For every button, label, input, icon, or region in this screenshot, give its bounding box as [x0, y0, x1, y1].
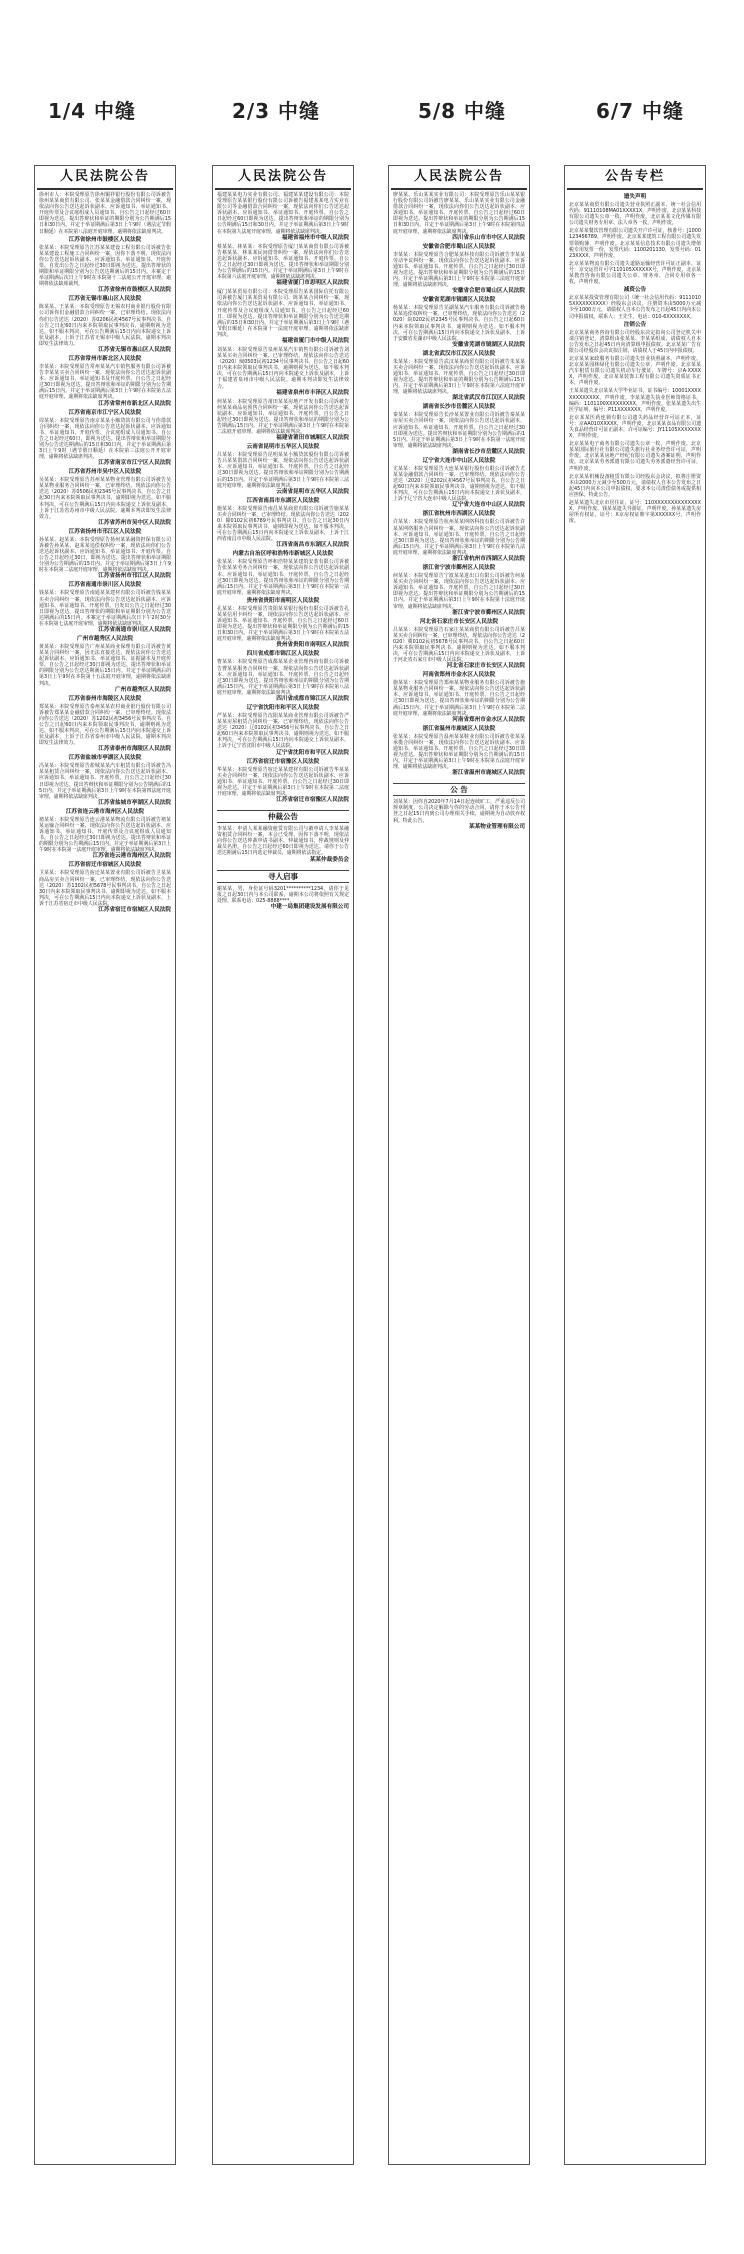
section-title: 寻人启事: [217, 870, 349, 883]
notice-body: 施某某：本院受理原告郑州某某物业服务有限公司诉被告施某某物业服务合同纠纷一案，现依法向你公告送达起诉状副本、应诉通知书、举证通知书、开庭传票。自公告之日起经过30日即视为送达。提出答辩状和举证的期限分别为公告期满后15日内。并定于举证期满后第3日上午9时在本院第二法庭开庭审理，逾期将依法缺席判决。: [393, 680, 525, 717]
notice-body: 曹某某：本院受理原告成都某某企业管理咨询有限公司诉被告曹某某服务合同纠纷一案，现依法向你公告送达起诉状副本、应诉通知书、举证通知书、开庭传票。自公告之日起经过30日即视为送达。提出答辩状和举证的期限分别为公告期满后15日内。并定于举证期满后第3日上午9时在本院第八法庭开庭审理，逾期将依法缺席判决。: [217, 659, 349, 696]
notice-heading: 安徽省合肥市蜀山区人民法院: [422, 243, 496, 250]
column-body: [35, 190, 175, 914]
notice-heading: 湖北省武汉市江汉区人民法院: [422, 350, 496, 357]
notice-heading: 减资公告: [623, 287, 647, 294]
notice: [393, 244, 525, 296]
notice-heading: 注销公告: [623, 321, 647, 328]
notice-signature: 浙江省温州市鹿城区人民法院: [452, 770, 525, 777]
notice-heading: 江苏省常州市新北区人民法院: [68, 355, 142, 362]
notice-body: 北京某某医药连锁有限公司遗失药品经营许可证正本，证号：京AA010XXXXX，声明作废。北京某某食品有限公司遗失食品经营许可证正副本，许可证编号：JY11105XXXXXXXX，声明作废。: [569, 414, 701, 440]
notice-signature: 江苏省南京市江宁区人民法院: [98, 460, 171, 467]
notice-heading: 江苏省盐城市亭湖区人民法院: [68, 755, 142, 762]
notice-heading: 辽宁省大连市中山区人民法院: [422, 457, 496, 464]
notice-signature: 河北省石家庄市长安区人民法院: [446, 663, 525, 670]
notice-heading: 广州市越秀区人民法院: [77, 635, 133, 642]
notice: [39, 356, 171, 408]
column-title: 人民法院公告: [37, 166, 173, 190]
notice-body: 王某某遗失北京某某大学毕业证书，证书编号：10001XXXXXXXXXXXXX，声明作废。李某某遗失执业医师资格证书，编码：1101100XXXXXXXXX，声明作废。张某某遗失出生医学证明，编号：P11XXXXXXX，声明作废。: [569, 388, 701, 413]
notice-signature: 四川省乐山市市中区人民法院: [452, 234, 525, 241]
notice: [217, 399, 349, 443]
notice-heading: 河南省郑州市金水区人民法院: [422, 672, 496, 679]
notice-heading: 浙江省温州市鹿城区人民法院: [422, 725, 496, 732]
section-title: 仲裁公告: [217, 810, 349, 823]
notice-signature: 江苏省宿迁市宿城区人民法院: [98, 906, 171, 913]
notice-heading: 浙江省杭州市西湖区人民法院: [422, 511, 496, 518]
column-body: [389, 190, 529, 831]
notice: [39, 469, 171, 527]
section-signature: 某某仲裁委员会: [309, 856, 349, 863]
notice: [39, 296, 171, 354]
notice: [217, 244, 349, 288]
notice: [569, 388, 701, 412]
notice-heading: 江苏省无锡市惠山区人民法院: [68, 296, 142, 303]
column-1: [34, 165, 176, 2165]
notice-signature: 江苏省无锡市惠山区人民法院: [98, 346, 171, 353]
section-body: 谢某某，男，身份证号码3201**********1234，请你于见报之日起30日内与本公司联系，逾期本公司将依照有关规定处理。联系电话：025-8888****。: [217, 885, 349, 904]
notice-body: 张某某：本院受理原告呼和浩特某某建筑安装有限公司诉被告张某某劳务合同纠纷一案，现依法向你公告送达起诉状副本、应诉通知书、举证通知书、开庭传票。自公告之日起经过30日即视为送达。提出答辩状和举证的期限分别为公告期满后15日内。并定于举证期满后第3日上午9时在本院第一法庭开庭审理，逾期将依法缺席判决。: [217, 559, 349, 596]
notice-body: 北京某某物流有限公司遗失道路运输经营许可证正副本，证号：京交运管许可字110105XXXXXX号，声明作废。北京某某教育咨询有限公司遗失公章、财务章、合同专用章各一枚，声明作废。: [569, 260, 701, 286]
notice-body: 福建某某电力实业有限公司、福建某某建设有限公司：本院受理原告某某银行股份有限公司诉被告福建某某电力实业有限公司等金融借款合同纠纷一案，现依法向你们公告送达起诉状副本、应诉通知书、举证通知书、开庭传票。自公告之日起经过60日即视为送达。提出答辩状和举证的期限分别为公告期满后15日和30日内。并定于举证期满后第3日上午9时在本院第九法庭开庭审理，逾期将依法缺席判决。: [217, 192, 349, 235]
notice: [569, 415, 701, 439]
notice-body: 吕某某：本院受理原告石家庄某某商贸有限公司诉被告吕某某买卖合同纠纷一案，已审理终结。现依法向你公告送达（2020）冀0102民初5678号民事判决书。自公告之日起60日内来本院领取民事判决书，逾期则视为送达。如不服本判决，可在公告期满后15日内向本院递交上诉状及副本，上诉于河北省石家庄市中级人民法院。: [393, 626, 525, 664]
notice: [569, 228, 701, 258]
notice: [217, 192, 349, 242]
section-body: 李某某：申请人某某融资租赁有限公司与被申请人李某某融资租赁合同纠纷一案，本会已受理。因你下落不明，现依法向你公告送达仲裁申请书副本、仲裁通知书、仲裁规则及仲裁员名册。自公告之日起经过60日即视为送达。请你于公告送达期满后15日内选定仲裁员，逾期将依法指定。: [217, 826, 349, 857]
notice-body: 北京某某机械设备租赁有限公司经股东会决议，拟将注册资本由2000万元减少至500万元，请债权人自本公告发布之日起45日内向本公司申报债权，要求本公司清偿债务或提供相应担保。特此公告。: [569, 473, 701, 498]
notice: [39, 755, 171, 807]
notice-body: 廖某某、乐山某某实业有限公司：本院受理原告乐山某某银行股份有限公司诉被告廖某某、乐山某某实业有限公司金融借款合同纠纷一案，现依法向你们公告送达起诉状副本、应诉通知书、举证通知书、开庭传票。自公告之日起经过60日即视为送达。提出答辩状和举证的期限分别为公告期满后15日和30日内。并定于举证期满后第3日上午9时在本院第四法庭开庭审理，逾期将依法缺席判决。: [393, 192, 525, 235]
notice-signature: 辽宁省大连市中山区人民法院: [452, 502, 525, 509]
notice-body: 褚某某：本院受理原告连云港某某物流有限公司诉被告褚某某运输合同纠纷一案，现依法向你公告送达起诉状副本、应诉通知书、举证通知书、开庭传票及合议庭组成人员通知书。自公告之日起经过30日即视为送达。提出答辩状和举证的期限分别为公告期满后15日内。并定于举证期满后第3日上午9时在本院第一法庭开庭审理，逾期将依法缺席判决。: [39, 816, 171, 854]
notice-heading: 江苏省南通市崇川区人民法院: [68, 582, 142, 589]
section-signature: 某某物业管理有限公司: [469, 823, 525, 830]
notice: [39, 809, 171, 861]
notice: [393, 351, 525, 403]
notice-heading: 江苏省南京市江宁区人民法院: [68, 409, 142, 416]
notice-heading: 江苏省宿迁市宿豫区人民法院: [246, 758, 320, 765]
notice-body: 杨某某：本院受理原告芜湖某某汽车服务有限公司诉被告杨某某追偿权纠纷一案，已审理终结。现依法向你公告送达（2020）皖0202民初2345号民事判决书。自公告之日起60日内来本院领取民事判决书，逾期则视为送达。如不服本判决，可在公告期满后15日内向本院递交上诉状及副本，上诉于安徽省芜湖市中级人民法院。: [393, 305, 525, 342]
notice-signature: 广州市越秀区人民法院: [115, 686, 171, 693]
notice-signature: 江苏省连云港市海州区人民法院: [92, 853, 171, 860]
column-body: [565, 190, 705, 524]
notice: [569, 287, 701, 319]
notice: [39, 696, 171, 754]
notice-heading: 江苏省徐州市鼓楼区人民法院: [68, 236, 142, 243]
column-title: 公告专栏: [567, 166, 703, 190]
notice-heading: 江苏省苏州市吴中区人民法院: [68, 469, 142, 476]
notice-body: 严某某：本院受理原告沈阳某某商业管理有限公司诉被告严某某房屋租赁合同纠纷一案，已审理终结。现依法向你公告送达（2020）辽0102民初3456号民事判决书。自公告之日起60日内来本院领取民事判决书，逾期则视为送达。如不服本判决，可在公告期满后15日内向本院递交上诉状及副本，上诉于辽宁省沈阳市中级人民法院。: [217, 713, 349, 750]
notice: [217, 498, 349, 550]
notice-heading: 内蒙古自治区呼和浩特市新城区人民法院: [232, 551, 334, 558]
notice-body: 冯某某：本院受理原告盐城某某汽车租赁有限公司诉被告冯某某租赁合同纠纷一案，现依法向你公告送达起诉状副本、应诉通知书、举证通知书、开庭传票。自公告之日起经过30日即视为送达。提出答辩状和举证期限分别为公告期满后的15日内。并定于举证期满后第3日上午9时在本院第四法庭开庭审理，逾期将依法缺席判决。: [39, 763, 171, 800]
notice-heading: 四川省成都市锦江区人民法院: [246, 651, 320, 658]
notice: [39, 636, 171, 694]
notice-body: 华某某：本院受理原告宿迁某某建材有限公司诉被告华某某买卖合同纠纷一案，现依法向你公告送达起诉状副本、应诉通知书、举证通知书、开庭传票。自公告之日起经过30日即视为送达。并定于举证期满后第3日上午9时在本院第二法庭开庭审理，逾期将依法缺席判决。: [217, 766, 349, 797]
column-2: [212, 165, 354, 2165]
section-signature: 中建一局集团建设发展有限公司: [270, 903, 349, 910]
notice-heading: 江苏省连云港市海州区人民法院: [65, 808, 145, 815]
notice-signature: 江西省南昌市东湖区人民法院: [276, 542, 349, 549]
notice-body: 徐州市人：本院受理原告徐州铜祥银行股份有限公司诉被告徐州某某商贸有限公司、张某某金融借款合同纠纷一案，现依法向你公告送达起诉状副本、应诉通知书、举证通知书、开庭传票及合议庭组成人员通知书。自公告之日起经过60日即视为送达，提出答辩状和举证的期限分别为公告期满后15日和30日内。并定于举证期满后第3日上午9时（遇法定节假日顺延）在本院第八法庭开庭审理，逾期将依法缺席判决。: [39, 192, 171, 235]
notice-signature: 福建省莆田市城厢区人民法院: [276, 435, 349, 442]
notice-heading: 遗失声明: [623, 194, 647, 200]
notice-body: 李某某：本院受理原告合肥某某科技有限公司诉被告李某某劳动争议纠纷一案，现依法向你公告送达起诉状副本、应诉通知书、举证通知书、开庭传票。自公告之日起经过30日即视为送达。提出答辩状和举证期限分别为公告期满后的15日内。并定于举证期满后第3日上午9时在本院第三法庭开庭审理，逾期将依法缺席判决。: [393, 251, 525, 289]
notice: [393, 511, 525, 563]
notice-heading: 江苏省宿迁市宿城区人民法院: [68, 862, 142, 869]
column-body: [213, 190, 353, 911]
notice-signature: 江苏省扬州市邗江区人民法院: [98, 573, 171, 580]
page-header-2-3: 2/3 中缝: [231, 99, 321, 123]
notice-body: 郑某某：本院受理原告泰州某某农村商业银行股份有限公司诉被告郑某某金融借款合同纠纷一案，已审理终结。现依法向你公告送达（2020）苏1202民初3456号民事判决书。自公告之日起60日内来本院领取民事判决书，逾期则视为送达。如不服本判决，可在公告期满后15日内向本院递交上诉状及副本，上诉于江苏省泰州市中级人民法院。逾期本判决即发生法律效力。: [39, 703, 171, 747]
notice-signature: 安徽省合肥市蜀山区人民法院: [452, 288, 525, 295]
notice-body: 孙某某、赵某某：本院受理原告扬州某某融资担保有限公司诉被告孙某某、赵某某追偿权纠纷一案，现依法向你们公告送达起诉状副本、应诉通知书、举证通知书、开庭传票。自公告之日起经过30日，即视为送达。提出答辩状和举证期限分别为公告期满后的15日内。并定于举证期满后第3日上午9时在本院第二法庭开庭审理，逾期将依法缺席判决。: [39, 536, 171, 574]
notice-signature: 安徽省芜湖市镜湖区人民法院: [452, 341, 525, 348]
notice-body: 何某某：本院受理原告宁波某某进出口有限公司诉被告何某某买卖合同纠纷一案，现依法向你公告送达起诉状副本、应诉通知书、举证通知书、开庭传票。自公告之日起经过30日即视为送达。提出答辩状和举证期限分别为公告期满后的15日内。并定于举证期满后第3日上午9时在本院第十法庭开庭审理，逾期将依法缺席判决。: [393, 573, 525, 610]
notice-body: 赵某某遗失北京市居住证，证号：110XXXXXXXXXXXXXXX，声明作废。钱某某遗失导游证，声明作废。孙某某遗失房屋所有权证，证号：X京房权证朝字第XXXXXX号，声明作废。: [569, 500, 701, 525]
notice-signature: 江苏省宿迁市宿豫区人民法院: [276, 797, 349, 804]
notice: [393, 565, 525, 617]
notice-signature: 四川省成都市锦江区人民法院: [276, 696, 349, 702]
notice-body: 厦门某某贸易有限公司：本院受理原告某某国际信托有限公司诉被告厦门某某贸易有限公司、陈某某合同纠纷一案，现依法向你公告送达起诉状副本、应诉通知书、举证通知书、开庭传票及合议庭组成人员通知书。自公告之日起经过60日，即视为送达。提出答辩状和举证期限分别为公告送达期满后的15日和30日内。并定于举证期满后第3日上午9时（遇节假日顺延）在本院第十一法庭开庭审理，逾期将依法缺席判决。: [217, 289, 349, 338]
notice-body: 周某某：本院受理原告南京某某小额贷款有限公司与你借款合同纠纷一案，现依法向你公告送达起诉状副本、应诉通知书、举证通知书、开庭传票、合议庭组成人员通知书。自公告之日起经过60日，即视为送达。提出答辩状和举证期限分别为公告送达期满后的15日和30日内。并定于举证期满后第3日上午9时（遇节假日顺延）在本院第三法庭公开开庭审理，逾期将依法缺席判决。: [39, 417, 171, 461]
column-title: 人民法院公告: [215, 166, 351, 190]
notice: [393, 726, 525, 778]
notice: [569, 441, 701, 471]
notice: [393, 619, 525, 671]
notice: [569, 322, 701, 354]
notice-heading: 江苏省泰州市海陵区人民法院: [68, 695, 142, 702]
notice: [39, 192, 171, 235]
notice-heading: 浙江省宁波市鄞州区人民法院: [422, 565, 496, 572]
notice-signature: 河南省郑州市金水区人民法院: [452, 716, 525, 723]
notice-heading: 辽宁省沈阳市和平区人民法院: [246, 705, 320, 711]
notice-body: 孔某某：本院受理原告贵阳某某银行股份有限公司诉被告孔某某信用卡纠纷一案，现依法向你公告送达起诉状副本、应诉通知书、举证通知书、开庭传票。自公告之日起经过60日即视为送达。提出答辩状和举证期限分别为公告期满后的15日和30日内。并定于举证期满后第3日上午9时在本院第五法庭开庭审理，逾期将依法缺席判决。: [217, 605, 349, 643]
notice: [569, 261, 701, 285]
notice-heading: 安徽省芜湖市镜湖区人民法院: [422, 297, 496, 304]
notice-body: 北京某某家政服务有限公司遗失营业执照副本，声明作废。北京某某园林绿化有限公司遗失公章，声明作废。北京某某汽车租赁有限公司遗失机动车行驶证，车牌号：京A·XXXXX，声明作废。北京某某装饰工程有限公司遗失资质证书正本，声明作废。: [569, 355, 701, 387]
notice-signature: 福建省厦门市思明区人民法院: [276, 280, 349, 287]
notice-signature: 江苏省泰州市海陵区人民法院: [98, 746, 171, 753]
notice-body: 朱某某：本院受理原告武汉某某商贸有限公司诉被告朱某某买卖合同纠纷一案，现依法向你公告送达起诉状副本、应诉通知书、举证通知书、开庭传票。自公告之日起经过30日即视为送达。提出答辩状和举证的期限分别为公告期满后15日内。并定于举证期满后第3日上午9时在本院第六法庭开庭审理，逾期将依法缺席判决。: [393, 358, 525, 396]
notice-body: 卫某某：本院受理原告宿迁某某置业有限公司诉被告卫某某商品房买卖合同纠纷一案，已审理终结。现依法向你公告送达（2020）苏1302民初5678号民事判决书。自公告之日起30日内来本院领取民事判决书，逾期即视为送达。如不服本判决，可在公告期满后15日内向本院递交上诉状及副本，上诉于江苏省宿迁市中级人民法院。: [39, 870, 171, 907]
notice: [39, 237, 171, 295]
notice: [39, 862, 171, 914]
notice: [217, 705, 349, 757]
notice: [217, 651, 349, 703]
notice-body: 张某某：本院受理原告温州某某鞋业有限公司诉被告张某某承揽合同纠纷一案，现依法向你公告送达起诉状副本、应诉通知书、举证通知书、开庭传票。自公告之日起经过30日即视为送达。提出答辩状和举证期限分别为公告期满后的15日内。并定于举证期满后第3日上午9时在本院第五法庭开庭审理，逾期将依法缺席判决。: [393, 733, 525, 771]
notice-signature: 福建省厦门市中级人民法院: [281, 337, 349, 344]
column-3: [388, 165, 530, 2165]
notice-body: 北京某某电子商务有限公司遗失公章一枚，声明作废。北京某某国际旅行社有限公司遗失旅行社业务经营许可证，声明作废。北京某某房地产经纪有限公司遗失备案证明，声明作废。北京某某劳务派遣有限公司遗失劳务派遣经营许可证，声明作废。: [569, 441, 701, 472]
notice: [39, 529, 171, 581]
notice: [217, 598, 349, 650]
column-4: [564, 165, 706, 2165]
page-header-5-8: 5/8 中缝: [417, 99, 507, 123]
notice: [217, 759, 349, 804]
notice-signature: 湖北省武汉市江汉区人民法院: [452, 395, 525, 402]
notice-body: 吕某某：本院受理原告昆明某某小额贷款股份有限公司诉被告吕某某借款合同纠纷一案，现依法向你公告送达起诉状副本、应诉通知书、举证通知书、开庭传票。自公告之日起经过30日即视为送达。提出答辩状和举证期限分别为公告期满后的15日内。并定于举证期满后第3日上午9时在本院第三法庭开庭审理，逾期将依法缺席判决。: [217, 452, 349, 489]
notice-signature: 云南省昆明市五华区人民法院: [276, 488, 349, 495]
notice-heading: 湖南省长沙市岳麓区人民法院: [422, 404, 496, 411]
notice-signature: 江苏省盐城市亭湖区人民法院: [98, 799, 171, 806]
notice-body: 施某某：本院受理原告南昌某某商贸有限公司诉被告施某某买卖合同纠纷一案，已审理终结。现依法向你公告送达（2020）赣0102民初6789号民事判决书。自公告之日起30日内来本院领取民事判决书，逾期即视为送达。如不服本判决，可在公告期满后15日内向本院递交上诉状及副本，上诉于江西省南昌市中级人民法院。: [217, 505, 349, 543]
notice-heading: 贵州省贵阳市南明区人民法院: [246, 597, 320, 604]
notice-body: 张某某：本院受理原告江苏某某建设工程有限公司诉被告张某某建设工程施工合同纠纷一案，因你下落不明，现依法向你公告送达起诉状副本、应诉通知书、举证通知书、开庭传票。自发出公告之日起经过30日即视为送达。提出答辩状的期限和举证期限分别为公告送达期满后的15日内。本案定于举证期满后次日上午9时在本院第十二法庭公开开庭审理，逾期将依法缺席裁判。: [39, 244, 171, 288]
notice-heading: 江西省南昌市东湖区人民法院: [246, 497, 320, 504]
notice-heading: 江苏省扬州市邗江区人民法院: [68, 528, 142, 535]
notice-body: 蔡某某、林某某：本院受理原告厦门某某商贸有限公司诉被告蔡某某、林某某民间借贷纠纷一案，现依法向你们公告送达起诉状副本、应诉通知书、举证通知书、开庭传票。自公告之日起经过30日即视为送达。提出答辩状和举证期限分别为公告期满后的15日内。并定于举证期满后第3日上午9时在本院第六法庭开庭审理，逾期将依法缺席判决。: [217, 243, 349, 281]
notice-body: 李某某：本院受理原告常州某某汽车销售服务有限公司诉被告李某某买卖合同纠纷一案，现依法向你公告送达起诉状副本、应诉通知书、举证通知书及开庭传票。自公告之日起经过30日即视为送达。提出答辩状和举证的期限分别为公告期满后15日内。并定于举证期满后第3日上午9时在本院第五法庭开庭审理，逾期将依法缺席判决。: [39, 363, 171, 401]
notice-signature: 浙江省宁波市鄞州区人民法院: [452, 609, 525, 616]
notice-signature: 江苏省苏州市吴中区人民法院: [98, 519, 171, 526]
notice-signature: 江苏省徐州市鼓楼区人民法院: [98, 287, 171, 294]
notice-body: 尤某某：本院受理原告大连某某银行股份有限公司诉被告尤某某金融借款合同纠纷一案，已审理终结。现依法向你公告送达（2020）辽0202民初4567号民事判决书。自公告之日起60日内来本院领取民事判决书，逾期则视为送达。如不服本判决，可在公告期满后15日内向本院递交上诉状及副本，上诉于辽宁省大连市中级人民法院。: [393, 465, 525, 503]
notice-body: 吴某某：本院受理原告苏州某某物业管理有限公司诉被告吴某某物业服务合同纠纷一案，已审理终结。现依法向你公告送达（2020）苏0506民初2345号民事判决书。自公告之日起30日内来本院领取民事判决书，逾期即视为送达。如不服本判决，可在公告期满后15日内向本院递交上诉状及副本，上诉于江苏省苏州市中级人民法院。逾期本判决即发生法律效力。: [39, 477, 171, 520]
section-body: 刘某某：因你自2020年7月14日起连续旷工，严重违反公司规章制度，公司决定解除与你的劳动合同。请你于本公告刊登之日起15日内到公司办理相关手续，逾期视为自动放弃权利。特此公告。: [393, 799, 525, 824]
notice-signature: 江苏省南通市崇川区人民法院: [98, 626, 171, 633]
notice-signature: 福建省泉州市丰泽区人民法院: [276, 389, 349, 396]
page-header-6-7: 6/7 中缝: [595, 99, 685, 123]
notice: [217, 444, 349, 496]
notice: [39, 582, 171, 634]
notice: [393, 458, 525, 510]
notice-signature: 辽宁省沈阳市和平区人民法院: [276, 749, 349, 756]
notice-signature: 福建省福州市中级人民法院: [281, 234, 349, 241]
notice-body: 北京某某商贸有限公司遗失营业执照正副本，统一社会信用代码：91110108MA01XXXX1X，声明作废。北京某某科技有限公司遗失公章一枚，声明作废。北京某某文化传媒有限公司遗失财务专用章、法人章各一枚，声明作废。: [569, 202, 701, 227]
notice: [217, 347, 349, 397]
notice: [39, 410, 171, 468]
notice-body: 刘某某：本院受理原告泉州某某汽车销售有限公司诉被告刘某某买卖合同纠纷一案，已审理终结。现依法向你公告送达（2020）闽0503民初1234号民事判决书。自公告之日起60日内来本院领取民事判决书，逾期则视为送达。如不服本判决，可在公告期满后15日内向本院递交上诉状及副本，上诉于福建省泉州市中级人民法院。逾期本判决即发生法律效力。: [217, 346, 349, 390]
notice-signature: 贵州省贵阳市南明区人民法院: [276, 642, 349, 649]
notice: [393, 297, 525, 349]
notice-body: 钱某某：本院受理原告南通某某建材有限公司诉被告钱某某买卖合同纠纷一案，现依法向你公告送达起诉状副本、应诉通知书、举证通知书、开庭传票。自发出公告之日起经过30日即视为送达。提出答辩状的期限和举证期限分别为公告送达期满后的15日内。本案定于举证期满后次日下午2时30分在本院第七法庭开庭审理，逾期将依法缺席判决。: [39, 590, 171, 627]
notice-body: 北京某某投资管理有限公司（统一社会信用代码：91110105XXXXXXXXXX）经股东会决议，注册资本由5000万元减少至1000万元，请债权人自本公告发布之日起45日内向本公司申报债权。联系人：王先生，电话：010-6XXXXXXX。: [569, 295, 701, 320]
notice: [217, 551, 349, 596]
notice: [393, 404, 525, 456]
notice: [569, 356, 701, 386]
column-title: 人民法院公告: [391, 166, 527, 190]
notice-body: 许某某：本院受理原告杭州某某网络科技有限公司诉被告许某某网络服务合同纠纷一案，现依法向你公告送达起诉状副本、应诉通知书、举证通知书、开庭传票。自公告之日起经过30日即视为送达。提出答辩状和举证的期限分别为公告期满后15日内。并定于举证期满后第3日上午9时在本院第九法庭开庭审理，逾期将依法缺席判决。: [393, 519, 525, 556]
notice: [569, 500, 701, 524]
notice-body: 陈某某、王某某：本院受理原告无锡农村商业银行股份有限公司诉你们金融借款合同纠纷一案，已审理终结。现依法向你们公告送达（2020）苏0206民初4567号民事判决书。自公告之日起60日内来本院领取民事判决书，逾期则视为送达。如不服本判决，可在公告期满后15日内向本院递交上诉状及副本，上诉于江苏省无锡市中级人民法院。逾期本判决即发生法律效力。: [39, 304, 171, 347]
notice-signature: 浙江省杭州市西湖区人民法院: [452, 556, 525, 563]
notice-body: 黄某某：本院受理原告广州某某商业保理有限公司诉被告黄某某合同纠纷一案，因无法直接送达，现依法向你公告送达起诉状副本、应诉通知书、举证通知书、证据副本及开庭传票。自公告之日起经过30日即视为送达。提出答辩状和举证的期限分别为公告送达期满后15日内。并定于举证期满后的第3日上午9时在本院第十五法庭开庭审理，逾期将依法缺席判决。: [39, 643, 171, 687]
notice: [569, 474, 701, 498]
notice-heading: 河北省石家庄市长安区人民法院: [419, 618, 499, 625]
notice: [569, 194, 701, 226]
notice-signature: 江苏省常州市新北区人民法院: [98, 400, 171, 407]
notice-body: 何某某：本院受理原告莆田某某房地产开发有限公司诉被告何某某商品房预售合同纠纷一案，现依法向你公告送达起诉状副本、应诉通知书、举证通知书、开庭传票。自公告之日起经过30日即视为送达。提出答辩状和举证的期限分别为公告期满后15日内。并定于举证期满后第3日上午9时在本院第二法庭开庭审理，逾期将依法缺席判决。: [217, 398, 349, 436]
notice-body: 北京某某餐饮管理有限公司遗失开户许可证，核准号：J1000123456789，声明作废。北京某某建筑工程有限公司遗失发票领购簿，声明作废。北京某某信息技术有限公司遗失增值税专用发票一份，发票代码：1100201130，发票号码：0123XXXX，声明作废。: [569, 228, 701, 259]
notice-body: 秦某某：本院受理原告长沙某某置业有限公司诉被告秦某某房屋买卖合同纠纷一案，现依法向你公告送达起诉状副本、应诉通知书、举证通知书、开庭传票。自公告之日起经过30日即视为送达。提出答辩状和举证期限分别为公告期满后的15日内。并定于举证期满后第3日上午9时在本院第一法庭开庭审理，逾期将依法缺席判决。: [393, 412, 525, 449]
notice: [217, 289, 349, 345]
notice-heading: 云南省昆明市五华区人民法院: [246, 444, 320, 451]
page-header-1-4: 1/4 中缝: [47, 99, 137, 123]
notice: [393, 672, 525, 724]
notice-signature: 湖南省长沙市岳麓区人民法院: [452, 448, 525, 455]
notice-body: 北京某某商务咨询有限公司经股东决定拟向公司登记机关申请注销登记，清算组由张某某、李某某组成，请债权人自本公告发布之日起45日内向清算组申报债权。北京某某广告有限公司经股东会决议拟注销，请债权人于45日内申报债权。: [569, 329, 701, 354]
section-title: 公 告: [393, 783, 525, 796]
notice: [393, 192, 525, 242]
